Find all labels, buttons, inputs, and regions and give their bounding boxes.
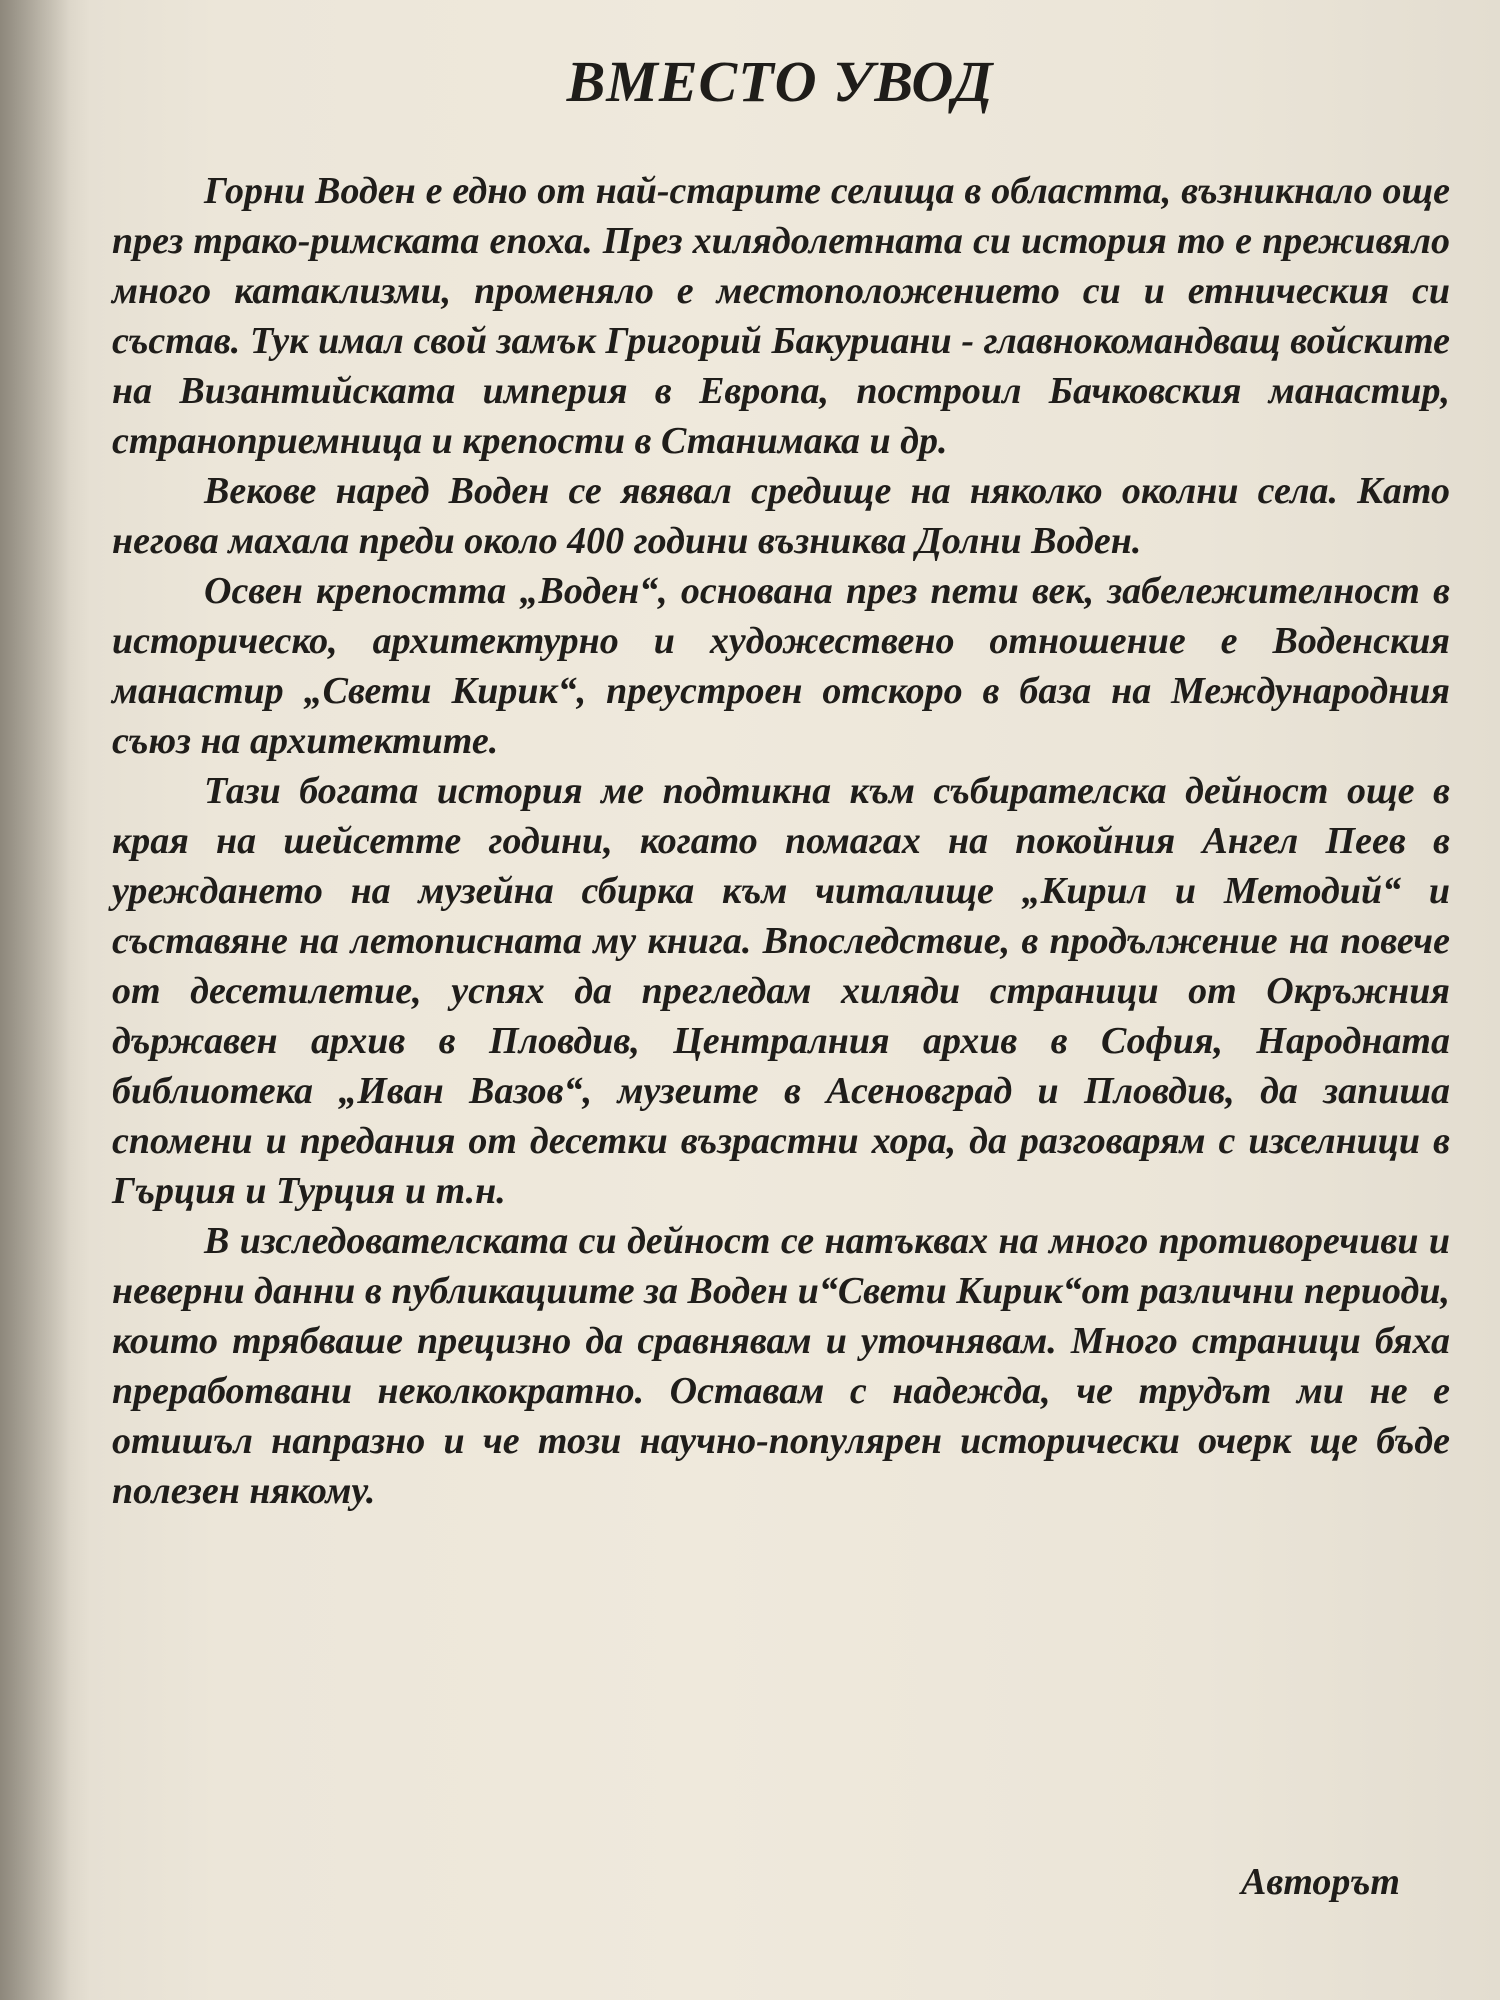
page-title: ВМЕСТО УВОД [566,49,994,114]
body-text [112,166,1450,1516]
paragraph-1: Горни Воден е едно от най-старите селища в областта, възникнало още през трако-римската епоха. През хилядолетната си история то е преживяло много катаклизми, променяло е местоположението си и етническия си състав. Тук имал свой замък Григорий Бакуриани - главнокомандващ войските на Византийската империя в Европа, построил Бачковския манастир, страноприемница и крепости в Станимака и др. [112,170,1450,462]
paragraph-2: Векове наред Воден се явявал средище на няколко околни села. Като негова махала преди около 400 години възниква Долни Воден. [112,470,1450,562]
author-signature: Авторът [1241,1861,1400,1903]
paragraph-5: В изследователската си дейност се натъквах на много противоречиви и неверни данни в публикациите за Воден и“Свети Кирик“от различни периоди, които трябваше прецизно да сравнявам и уточнявам. Много страници бяха преработвани неколкократно. Оставам с надежда, че трудът ми не е отишъл напразно и че този научно-популярен исторически очерк ще бъде полезен някому. [112,1220,1450,1512]
paragraph-4: Тази богата история ме подтикна към събирателска дейност още в края на шейсетте години, когато помагах на покойния Ангел Пеев в уреждането на музейна сбирка към читалище „Кирил и Методий“ и съставяне на летописната му книга. Впоследствие, в продължение на повече от десетилетие, успях да прегледам хиляди страници от Окръжния държавен архив в Пловдив, Централния архив в София, Народната библиотека „Иван Вазов“, музеите в Асеновград и Пловдив, да запиша спомени и предания от десетки възрастни хора, да разговарям с изселници в Гърция и Турция и т.н. [112,770,1450,1212]
book-spine-shadow [0,0,70,2000]
paragraph-3: Освен крепостта „Воден“, основана през пети век, забележителност в историческо, архитектурно и художествено отношение е Воденския манастир „Свети Кирик“, преустроен отскоро в база на Международния съюз на архитектите. [112,570,1450,762]
